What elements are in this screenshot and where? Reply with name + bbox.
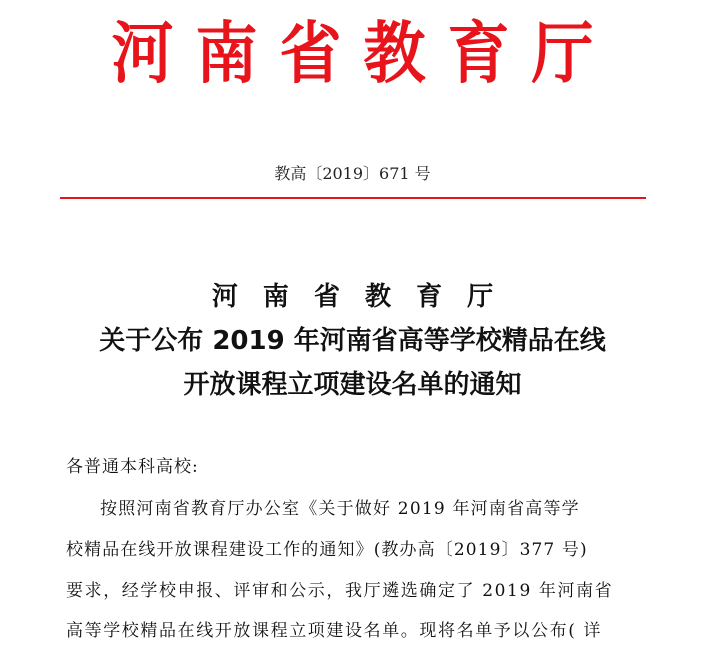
salutation: 各普通本科高校: [66, 457, 199, 477]
notice-title-line-2: 关于公布 2019 年河南省高等学校精品在线 [99, 326, 606, 356]
body-text-line: 要求，经学校申报、评审和公示，我厅遴选确定了 2019 年河南省 [66, 581, 614, 601]
body-text-line: 校精品在线开放课程建设工作的通知》(教办高〔2019〕377 号) [66, 540, 588, 560]
red-divider-line [60, 197, 646, 199]
notice-title-line-1: 河 南 省 教 育 厅 [211, 282, 502, 312]
document-number: 教高〔2019〕671 号 [274, 164, 431, 183]
body-text-line: 高等学校精品在线开放课程立项建设名单。现将名单予以公布( 详 [66, 621, 603, 641]
issuing-authority-masthead: 河南省教育厅 [111, 14, 616, 93]
notice-title-line-3: 开放课程立项建设名单的通知 [183, 370, 522, 400]
body-text-line: 按照河南省教育厅办公室《关于做好 2019 年河南省高等学 [100, 499, 580, 519]
